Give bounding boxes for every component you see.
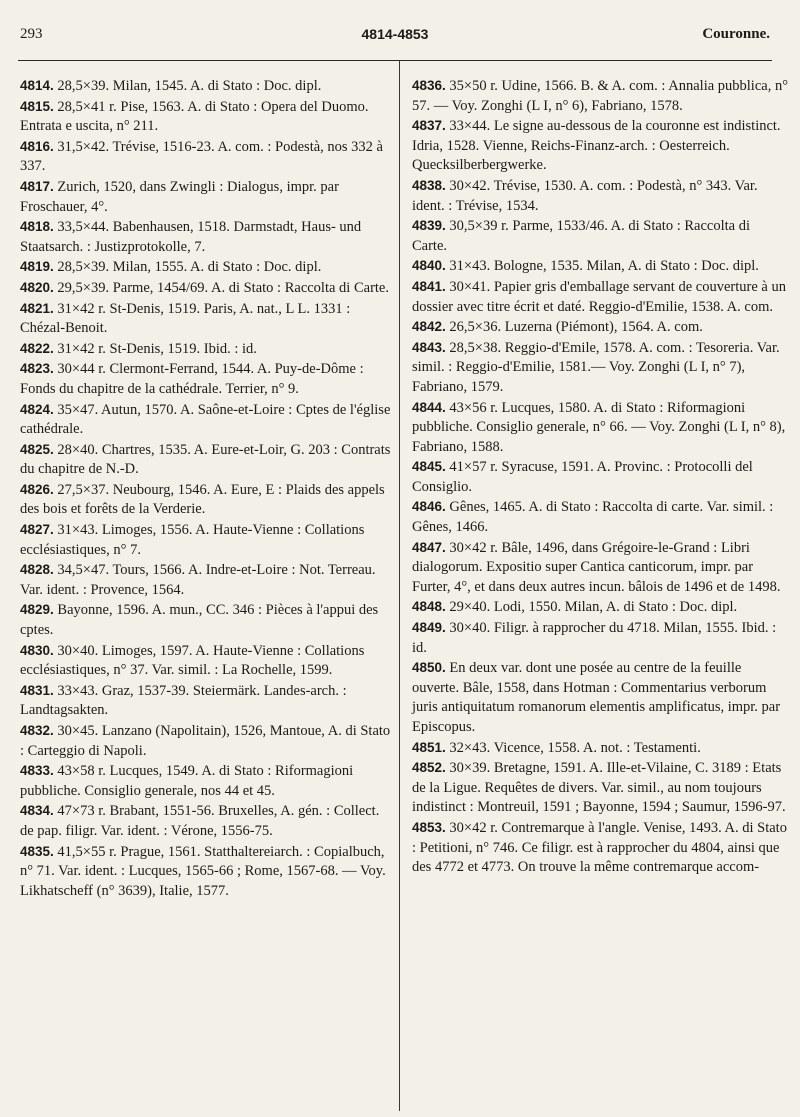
entry-number: 4835. xyxy=(20,843,54,859)
entry-text: 35×50 r. Udine, 1566. B. & A. com. : Annalia pubblica, n° 57. — Voy. Zonghi (L I, n° 6), Fabriano, 1578. xyxy=(412,78,789,114)
catalog-entry xyxy=(412,618,788,658)
entry-number: 4848. xyxy=(412,599,446,615)
entry-text: 28,5×41 r. Pise, 1563. A. di Stato : Opera del Duomo. Entrata e uscita, n° 211. xyxy=(20,98,369,135)
catalog-entry xyxy=(412,317,788,338)
catalog-entry xyxy=(20,641,392,681)
entry-number: 4817. xyxy=(20,178,54,194)
entry-number: 4833. xyxy=(20,763,54,779)
catalog-entry xyxy=(20,359,392,399)
entry-number: 4824. xyxy=(20,401,54,417)
entry-text: 28×40. Chartres, 1535. A. Eure-et-Loir, G. 203 : Contrats du chapitre de N.-D. xyxy=(20,441,391,478)
catalog-entry xyxy=(20,520,392,560)
entry-text: 34,5×47. Tours, 1566. A. Indre-et-Loire : Not. Terreau. Var. ident. : Provence, 1564. xyxy=(20,562,376,598)
entry-number: 4819. xyxy=(20,259,54,275)
entry-number: 4850. xyxy=(412,660,446,676)
entry-text: 43×58 r. Lucques, 1549. A. di Stato : Riformagioni pubbliche. Consiglio generale, nos 44 et 45. xyxy=(20,763,354,799)
entry-text: 28,5×39. Milan, 1555. A. di Stato : Doc. dipl. xyxy=(53,259,322,276)
entry-text: 28,5×39. Milan, 1545. A. di Stato : Doc. dipl. xyxy=(53,78,322,94)
entry-number: 4838. xyxy=(412,177,446,193)
entry-text: 47×73 r. Brabant, 1551-56. Bruxelles, A. gén. : Collect. de pap. filigr. Var. ident. : Vérone, 1556-75. xyxy=(20,803,380,839)
entry-number: 4852. xyxy=(412,760,446,776)
catalog-entry xyxy=(412,497,788,537)
catalog-entry xyxy=(412,216,788,256)
catalog-entry xyxy=(412,758,788,818)
entry-text: En deux var. dont une posée au centre de la feuille ouverte. Bâle, 1558, dans Hotman : Commentarius verborum juris antiquitatum romanorum elementis amplificatus, impr. par Episcopus. xyxy=(412,660,781,735)
section-title: Couronne. xyxy=(702,26,770,42)
entry-text: 31×42 r. St-Denis, 1519. Ibid. : id. xyxy=(53,340,257,357)
entry-number: 4829. xyxy=(20,602,54,618)
entry-number: 4825. xyxy=(20,441,54,457)
entry-number: 4832. xyxy=(20,723,54,738)
entry-range: 4814-4853 xyxy=(361,26,429,42)
catalog-entry xyxy=(20,278,392,299)
entry-text: Gênes, 1465. A. di Stato : Raccolta di carte. Var. simil. : Gênes, 1466. xyxy=(412,499,774,536)
entry-number: 4830. xyxy=(20,642,54,658)
entry-text: 35×47. Autun, 1570. A. Saône-et-Loire : Cptes de l'église cathédrale. xyxy=(20,401,391,438)
entry-text: 30×42 r. Bâle, 1496, dans Grégoire-le-Grand : Libri dialogorum. Expositio super Cantica canticorum, impr. par Furter, 4°, et dans deux autres incun. bâlois de 1496 et de 1498. xyxy=(412,539,781,595)
catalog-entry xyxy=(20,339,392,360)
entry-number: 4849. xyxy=(412,620,446,636)
catalog-entry xyxy=(20,600,392,640)
catalog-entry xyxy=(20,76,392,97)
page-header xyxy=(20,26,770,52)
entry-number: 4834. xyxy=(20,803,54,819)
entry-text: 30×44 r. Clermont-Ferrand, 1544. A. Puy-de-Dôme : Fonds du chapitre de la cathédrale. Terrier, n° 9. xyxy=(20,361,364,397)
entry-text: 33×44. Le signe au-dessous de la couronne est indistinct. Idria, 1528. Vienne, Reichs-Finanz-arch. : Oesterreich. Quecksilberbergwerke. xyxy=(412,118,781,174)
catalog-entry xyxy=(412,597,788,618)
entry-text: 27,5×37. Neubourg, 1546. A. Eure, E : Plaids des appels des bois et forêts de la Verderie. xyxy=(20,481,385,518)
entry-number: 4831. xyxy=(20,682,54,698)
entry-text: 33×43. Graz, 1537-39. Steiermärk. Landes-arch. : Landtagsakten. xyxy=(20,682,347,719)
catalog-entry xyxy=(412,398,788,458)
entry-number: 4839. xyxy=(412,218,446,234)
left-column xyxy=(20,76,392,901)
entry-number: 4815. xyxy=(20,98,54,114)
entry-text: 31×43. Bologne, 1535. Milan, A. di Stato : Doc. dipl. xyxy=(445,258,759,275)
catalog-entry xyxy=(412,176,788,216)
entry-number: 4816. xyxy=(20,138,54,154)
entry-text: 26,5×36. Luzerna (Piémont), 1564. A. com. xyxy=(445,319,703,336)
catalog-entry xyxy=(20,560,392,600)
catalog-entry xyxy=(20,842,392,902)
catalog-entry xyxy=(20,137,392,177)
entry-text: 30×45. Lanzano (Napolitain), 1526, Mantoue, A. di Stato : Carteggio di Napoli. xyxy=(20,723,391,759)
catalog-entry xyxy=(412,658,788,737)
entry-number: 4843. xyxy=(412,339,446,355)
entry-text: 41,5×55 r. Prague, 1561. Statthaltereiarch. : Copialbuch, n° 71. Var. ident. : Lucques, 1565-66 ; Rome, 1567-68. — Voy. Likhatscheff (n° 3639), Italie, 1577. xyxy=(20,843,386,899)
catalog-entry xyxy=(20,299,392,339)
header-rule xyxy=(18,60,772,61)
entry-number: 4818. xyxy=(20,219,54,235)
entry-number: 4840. xyxy=(412,258,446,274)
entry-text: 43×56 r. Lucques, 1580. A. di Stato : Riformagioni pubbliche. Consiglio generale, n° 66. — Voy. Zonghi (L I, n° 8), Fabriano, 1588. xyxy=(412,399,786,455)
entry-number: 4841. xyxy=(412,278,446,294)
catalog-entry xyxy=(412,538,788,598)
catalog-entry xyxy=(412,457,788,497)
entry-number: 4826. xyxy=(20,481,54,497)
catalog-entry xyxy=(20,801,392,841)
catalog-entry xyxy=(412,76,788,116)
entry-text: 31,5×42. Trévise, 1516-23. A. com. : Podestà, nos 332 à 337. xyxy=(20,138,383,175)
entry-text: 31×42 r. St-Denis, 1519. Paris, A. nat., L L. 1331 : Chézal-Benoit. xyxy=(20,300,351,337)
catalog-entry xyxy=(20,480,392,520)
entry-text: 30,5×39 r. Parme, 1533/46. A. di Stato : Raccolta di Carte. xyxy=(412,218,750,254)
entry-number: 4822. xyxy=(20,340,54,356)
entry-text: 30×40. Limoges, 1597. A. Haute-Vienne : Collations ecclésiastiques, n° 37. Var. simil. : La Rochelle, 1599. xyxy=(20,642,365,679)
entry-number: 4851. xyxy=(412,739,446,755)
entry-text: 41×57 r. Syracuse, 1591. A. Provinc. : Protocolli del Consiglio. xyxy=(412,459,753,495)
entry-number: 4847. xyxy=(412,539,446,555)
catalog-entry xyxy=(412,116,788,176)
entry-number: 4820. xyxy=(20,279,54,295)
catalog-entry xyxy=(20,761,392,801)
entry-text: 31×43. Limoges, 1556. A. Haute-Vienne : Collations ecclésiastiques, n° 7. xyxy=(20,522,365,558)
catalog-entry xyxy=(20,721,392,761)
catalog-entry xyxy=(20,681,392,721)
entry-text: Zurich, 1520, dans Zwingli : Dialogus, impr. par Froschauer, 4°. xyxy=(20,178,339,215)
entry-text: 30×39. Bretagne, 1591. A. Ille-et-Vilaine, C. 3189 : Etats de la Ligue. Requêtes de divers. Var. simil., au nom toujours indistinct : Montreuil, 1591 ; Bayonne, 1594 ; Saumur, 1596-97. xyxy=(412,760,786,816)
catalog-entry xyxy=(412,338,788,398)
entry-number: 4842. xyxy=(412,319,446,335)
catalog-entry xyxy=(20,440,392,480)
page-number: 293 xyxy=(20,26,43,42)
catalog-entry xyxy=(412,818,788,878)
right-column xyxy=(412,76,788,878)
catalog-entry xyxy=(20,257,392,278)
entry-text: 33,5×44. Babenhausen, 1518. Darmstadt, Haus- und Staatsarch. : Justizprotokolle, 7. xyxy=(20,219,362,255)
entry-number: 4821. xyxy=(20,300,54,316)
entry-number: 4823. xyxy=(20,361,54,377)
entry-text: 30×42. Trévise, 1530. A. com. : Podestà, n° 343. Var. ident. : Trévise, 1534. xyxy=(412,177,758,214)
entry-text: Bayonne, 1596. A. mun., CC. 346 : Pièces à l'appui des cptes. xyxy=(20,602,379,639)
entry-number: 4836. xyxy=(412,78,446,93)
catalog-entry xyxy=(20,97,392,137)
entry-text: 28,5×38. Reggio-d'Emile, 1578. A. com. : Tesoreria. Var. simil. : Reggio-d'Emilie, 1581.— Voy. Zonghi (L I, n° 7), Fabriano, 1579. xyxy=(412,339,780,395)
entry-text: 32×43. Vicence, 1558. A. not. : Testamenti. xyxy=(445,739,701,756)
entry-number: 4828. xyxy=(20,562,54,578)
column-divider xyxy=(399,60,400,1111)
catalog-entry xyxy=(412,738,788,759)
entry-number: 4827. xyxy=(20,522,54,538)
entry-number: 4837. xyxy=(412,118,446,134)
entry-number: 4846. xyxy=(412,499,446,515)
catalog-entry xyxy=(20,400,392,440)
entry-number: 4844. xyxy=(412,399,446,415)
entry-text: 29×40. Lodi, 1550. Milan, A. di Stato : Doc. dipl. xyxy=(445,599,738,616)
catalog-entry xyxy=(412,256,788,277)
entry-number: 4845. xyxy=(412,459,446,475)
entry-text: 29,5×39. Parme, 1454/69. A. di Stato : Raccolta di Carte. xyxy=(53,279,389,296)
entry-text: 30×42 r. Contremarque à l'angle. Venise, 1493. A. di Stato : Petitioni, n° 746. Ce filigr. est à rapprocher du 4804, ainsi que des 4772 et 4773. On trouve la même contremarque accom- xyxy=(412,819,787,876)
entry-text: 30×40. Filigr. à rapprocher du 4718. Milan, 1555. Ibid. : id. xyxy=(412,620,777,656)
entry-number: 4814. xyxy=(20,78,54,93)
entry-number: 4853. xyxy=(412,819,446,835)
entry-text: 30×41. Papier gris d'emballage servant de couverture à un dossier avec titre écrit et daté. Reggio-d'Emilie, 1538. A. com. xyxy=(412,278,786,315)
catalog-entry xyxy=(20,177,392,217)
catalog-entry xyxy=(20,217,392,257)
catalog-entry xyxy=(412,277,788,317)
